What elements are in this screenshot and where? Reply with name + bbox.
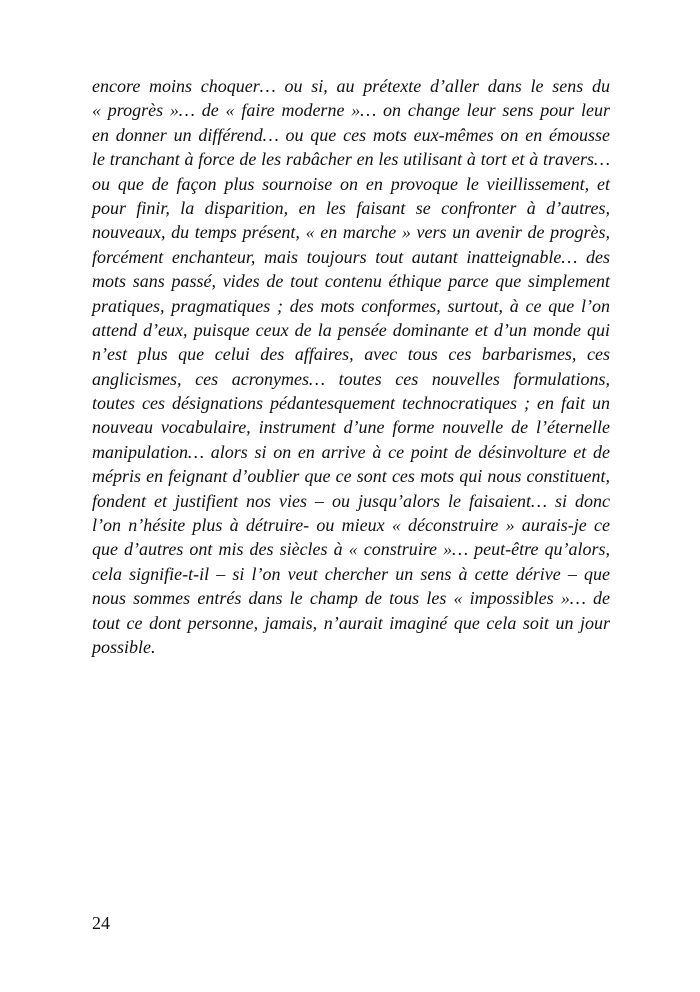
text-line: nous sommes entrés dans le champ de tous les « impossibles »… de <box>92 588 610 609</box>
text-line: nouveaux, du temps présent, « en marche » vers un avenir de progrès, <box>92 222 610 243</box>
text-line: n’est plus que celui des affaires, avec tous ces barbarismes, ces <box>92 344 610 365</box>
text-line: fondent et justifient nos vies – ou jusqu’alors le faisaient… si donc <box>92 490 610 511</box>
text-line: pratiques, pragmatiques ; des mots conformes, surtout, à ce que l’on <box>92 295 610 316</box>
text-line: mots sans passé, vides de tout contenu éthique parce que simplement <box>92 271 610 292</box>
text-line: toutes ces désignations pédantesquement technocratiques ; en fait un <box>92 393 610 414</box>
text-line-last: possible. <box>92 636 156 657</box>
text-line: forcément enchanteur, mais toujours tout autant inatteignable… des <box>92 246 610 267</box>
text-line: en donner un différend… ou que ces mots eux-mêmes on en émousse <box>92 124 610 145</box>
text-line: que d’autres ont mis des siècles à « construire »… peut-être qu’alors, <box>92 539 610 560</box>
text-line: encore moins choquer… ou si, au prétexte d’aller dans le sens du <box>92 76 610 96</box>
text-line: l’on n’hésite plus à détruire- ou mieux « déconstruire » aurais-je ce <box>92 515 610 536</box>
text-line: attend d’eux, puisque ceux de la pensée dominante et d’un monde qui <box>92 319 610 340</box>
text-line: tout ce dont personne, jamais, n’aurait imaginé que cela soit un jour <box>92 612 610 633</box>
page-number: 24 <box>92 913 110 933</box>
text-line: ou que de façon plus sournoise on en provoque le vieillissement, et <box>92 173 610 194</box>
text-line: manipulation… alors si on en arrive à ce point de désinvolture et de <box>92 441 610 462</box>
text-line: le tranchant à force de les rabâcher en les utilisant à tort et à travers… <box>92 149 610 170</box>
text-line: anglicismes, ces acronymes… toutes ces nouvelles formulations, <box>92 368 610 389</box>
body-paragraph <box>92 74 610 659</box>
text-line: cela signifie-t-il – si l’on veut chercher un sens à cette dérive – que <box>92 563 610 584</box>
text-line: pour finir, la disparition, en les faisant se confronter à d’autres, <box>92 197 610 218</box>
text-line: mépris en feignant d’oublier que ce sont ces mots qui nous constituent, <box>92 466 610 487</box>
text-line: nouveau vocabulaire, instrument d’une forme nouvelle de l’éternelle <box>92 417 610 438</box>
text-line: « progrès »… de « faire moderne »… on change leur sens pour leur <box>92 100 610 121</box>
